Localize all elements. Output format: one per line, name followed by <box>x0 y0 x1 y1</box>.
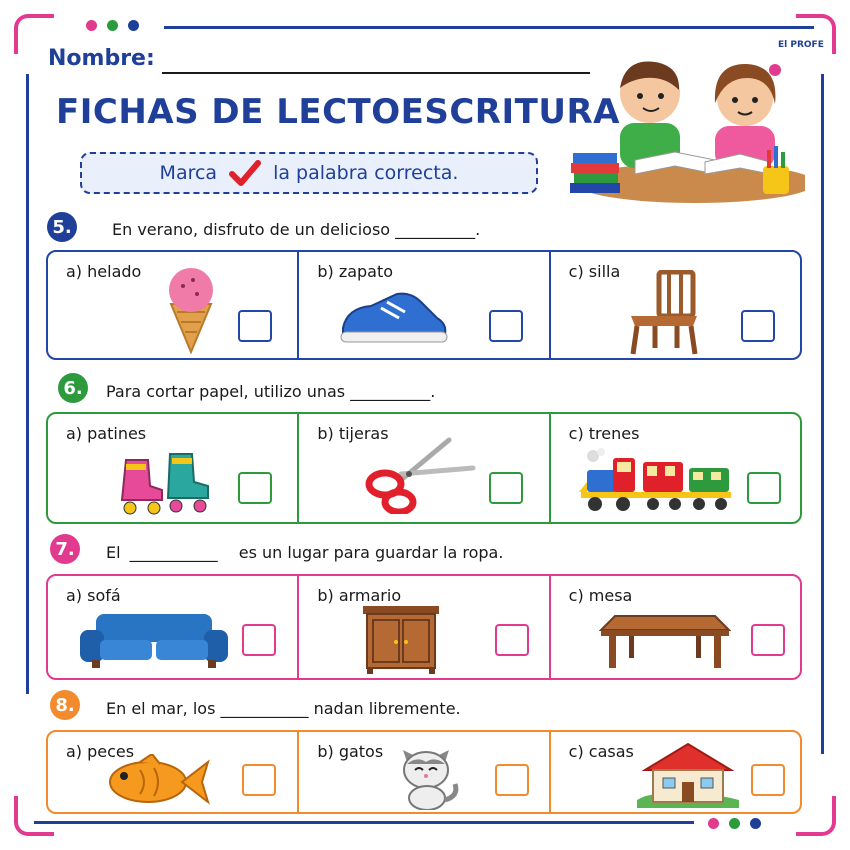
ice-cream-icon <box>153 266 228 354</box>
question-5-text: En verano, disfruto de un delicioso __________. <box>112 220 481 239</box>
frame-line-top <box>164 26 814 29</box>
option-7b <box>297 576 548 678</box>
option-label: a) patines <box>66 424 147 443</box>
option-6b <box>297 414 548 522</box>
house-icon <box>633 742 743 810</box>
option-label: b) tijeras <box>317 424 389 443</box>
question-7-text-before: El <box>106 543 121 562</box>
frame-line-bottom <box>34 821 694 824</box>
decorative-dots-top <box>86 20 139 31</box>
check-mark-icon <box>229 159 261 187</box>
option-label: c) mesa <box>568 586 633 605</box>
option-5a <box>48 252 297 358</box>
question-7-text-after: es un lugar para guardar la ropa. <box>238 543 504 562</box>
option-7b-checkbox[interactable] <box>495 624 529 656</box>
option-5b-checkbox[interactable] <box>489 310 523 342</box>
option-label: c) casas <box>568 742 634 761</box>
question-7-options <box>46 574 802 680</box>
frame-line-left <box>26 74 29 694</box>
shoe-icon <box>337 288 449 346</box>
cat-icon <box>393 738 463 810</box>
decorative-dots-bottom <box>708 818 761 829</box>
question-7-text <box>106 543 503 562</box>
instruction-text-before: Marca <box>159 162 218 184</box>
option-8a <box>48 732 297 812</box>
wardrobe-icon <box>361 604 441 674</box>
option-7c-checkbox[interactable] <box>751 624 785 656</box>
instruction-text-after: la palabra correcta. <box>273 162 459 184</box>
option-6a-checkbox[interactable] <box>238 472 272 504</box>
chair-icon <box>625 270 705 356</box>
question-6-number: 6. <box>58 373 88 403</box>
option-label: b) gatos <box>317 742 384 761</box>
option-label: a) peces <box>66 742 135 761</box>
option-8c <box>549 732 800 812</box>
option-6b-checkbox[interactable] <box>489 472 523 504</box>
frame-corner-bottom-right <box>796 796 836 836</box>
sofa-icon <box>78 612 230 670</box>
question-5-options <box>46 250 802 360</box>
question-6-text: Para cortar papel, utilizo unas __________. <box>106 382 436 401</box>
option-8b-checkbox[interactable] <box>495 764 529 796</box>
option-7a-checkbox[interactable] <box>242 624 276 656</box>
scissors-icon <box>361 434 479 514</box>
option-6c-checkbox[interactable] <box>747 472 781 504</box>
question-7-number: 7. <box>50 534 80 564</box>
option-label: c) silla <box>568 262 621 281</box>
kids-reading-illustration <box>565 48 805 208</box>
name-input-line[interactable] <box>162 72 590 74</box>
fish-icon <box>104 754 212 810</box>
question-7-blank: ___________ <box>129 543 218 562</box>
option-8a-checkbox[interactable] <box>242 764 276 796</box>
option-label: b) zapato <box>317 262 394 281</box>
instruction-box <box>80 152 538 194</box>
option-label: a) sofá <box>66 586 121 605</box>
train-icon <box>577 448 735 514</box>
roller-skates-icon <box>118 450 222 516</box>
option-label: b) armario <box>317 586 402 605</box>
option-7c <box>549 576 800 678</box>
table-icon <box>599 612 731 670</box>
question-8-text: En el mar, los ___________ nadan libremente. <box>106 699 461 718</box>
option-label: a) helado <box>66 262 142 281</box>
option-5c <box>549 252 800 358</box>
question-8-number: 8. <box>50 690 80 720</box>
page-title: FICHAS DE LECTOESCRITURA <box>56 92 620 132</box>
option-8b <box>297 732 548 812</box>
question-6-options <box>46 412 802 524</box>
question-5-number: 5. <box>47 212 77 242</box>
option-5c-checkbox[interactable] <box>741 310 775 342</box>
frame-line-right <box>821 74 824 754</box>
option-6a <box>48 414 297 522</box>
name-label: Nombre: <box>48 46 155 71</box>
option-label: c) trenes <box>568 424 640 443</box>
option-6c <box>549 414 800 522</box>
question-8-options <box>46 730 802 814</box>
logo: El PROFE <box>778 40 824 50</box>
option-5b <box>297 252 548 358</box>
option-8c-checkbox[interactable] <box>751 764 785 796</box>
option-7a <box>48 576 297 678</box>
option-5a-checkbox[interactable] <box>238 310 272 342</box>
